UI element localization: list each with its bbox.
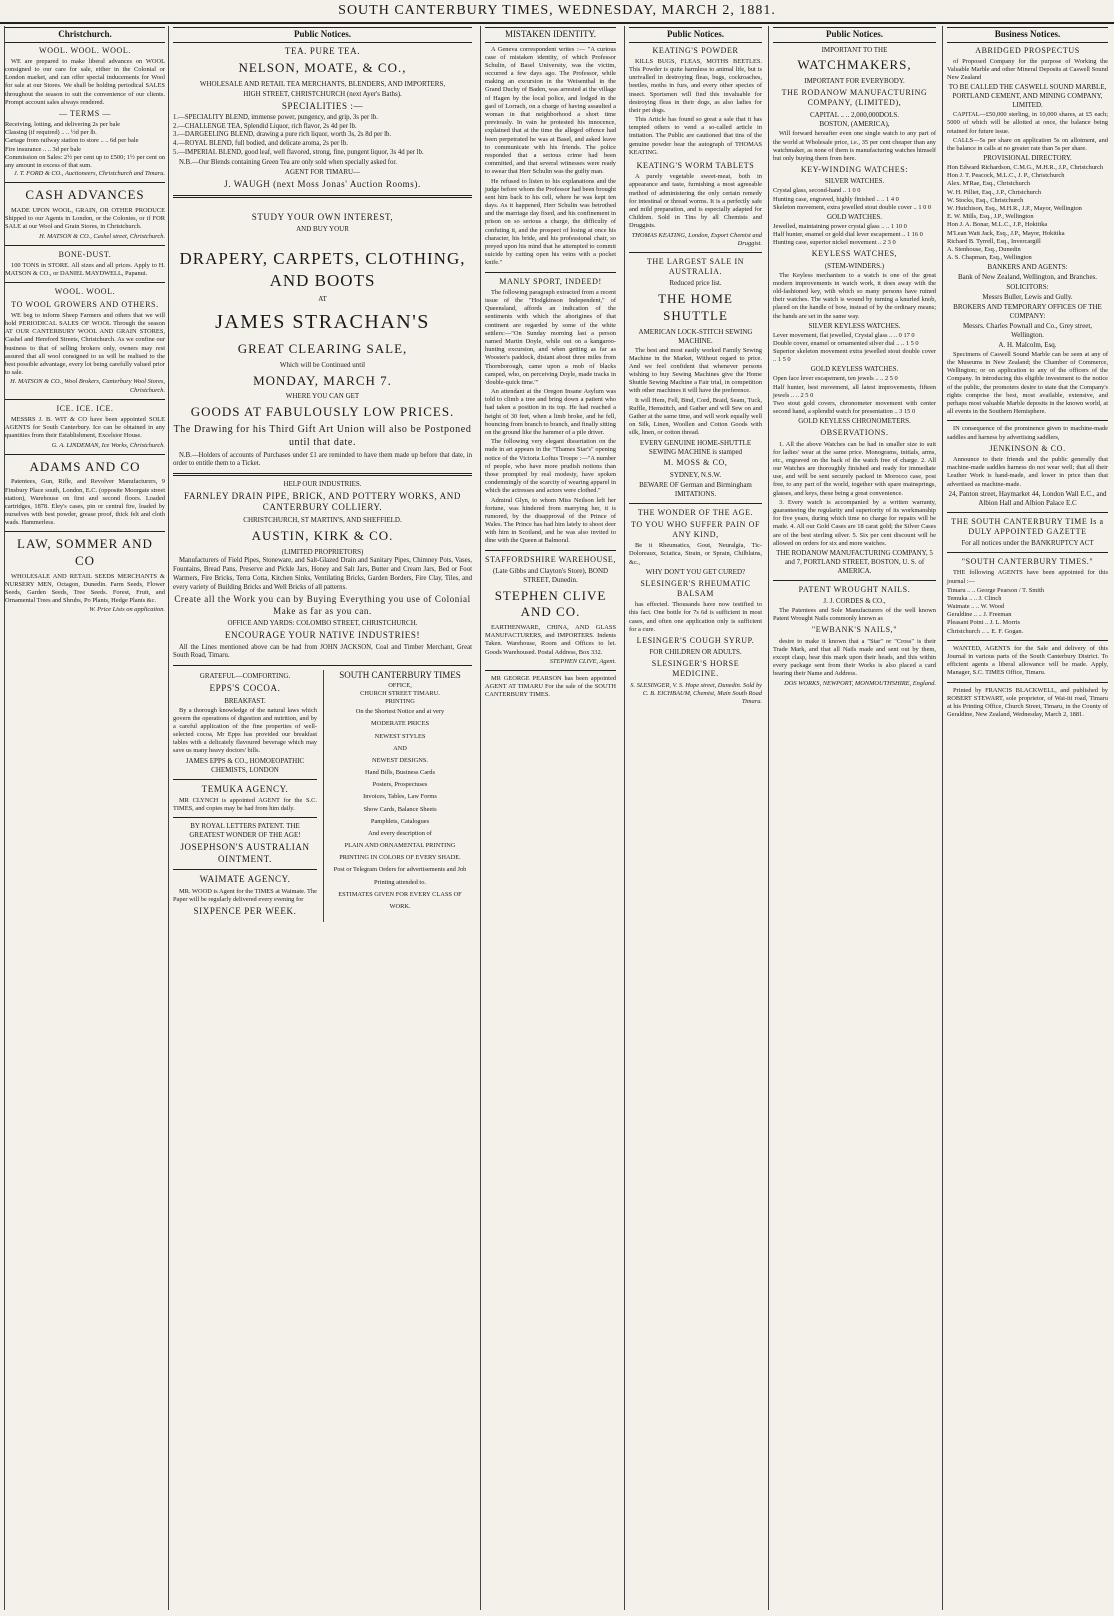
- agent-line: Waimate .. .. W. Wood: [947, 603, 1005, 611]
- printing-line: Show Cards, Balance Sheets: [363, 805, 437, 813]
- keating-worm-ad: [629, 161, 762, 248]
- waimate-price: SIXPENCE PER WEEK.: [193, 906, 297, 917]
- waimate-body: MR. WOOD is Agent for the TIMES at Waimate. The Paper will be regularly delivered every evening for: [173, 887, 317, 904]
- printing-line: On the Shortest Notice and at very: [355, 708, 445, 716]
- printing-line: AND: [393, 744, 407, 752]
- ad-body: Patentees, Gun, Rifle, and Revolver Manufacturers, 9 Finsbury Place south, London, E.C. (opposite Moorgate street station), Warehouse on first and second floors. Loaded cartridges, 1878. Eley's cases, pin or central fire, loaded by ourselves with best powder, grease proof, thick felt and cloth wads. Hammerless.: [5, 478, 165, 527]
- waimate-ad: [173, 874, 317, 917]
- price-line: Jewelled, maintaining power crystal glass .. .. 1 10 0: [773, 222, 907, 230]
- moss-name: M. MOSS & CO,: [663, 458, 728, 468]
- printing-line: Invoices, Tables, Law Forms: [363, 793, 437, 801]
- tea-item: 3.—DARGEELING BLEND, drawing a pure rich liquor, worth 3s, 2s 8d per lb.: [173, 131, 392, 139]
- ad-subtitle: TO WOOL GROWERS AND OTHERS.: [11, 299, 159, 309]
- pearson-ad: [485, 675, 616, 700]
- director-line: Alex. M'Rae, Esq., Christchurch: [947, 180, 1030, 188]
- printing-line: Posters, Prospectuses: [372, 781, 428, 789]
- printing-line: Hand Bills, Business Cards: [365, 769, 435, 777]
- bankers-heading: BANKERS AND AGENTS:: [987, 263, 1068, 272]
- article-paragraph: The following very elegant dissertation on the nude in art appears in the "Thames Star's" opening notice of the Victoria Loftus Troupe :—"A number of people, who have more prudish notions than those prompted by real modesty, have spoken condemningly of the scarcity of wearing apparel in which the actresses and actors were clothed.": [485, 438, 616, 495]
- column-news: [480, 26, 620, 1610]
- column-christchurch: [4, 26, 165, 1610]
- director-line: E. W. Mills, Esq., J.P., Wellington: [947, 213, 1034, 221]
- ad-body: KILLS BUGS, FLEAS, MOTHS BEETLES. This Powder is quite harmless to animal life, but is unrivalled in destroying fleas, bugs, cockroaches, beetles, moths in furs, and every other species of insect. Sportsmen will find this invaluable for destroying fleas in their dogs, as also ladies for their pet dogs.: [629, 57, 762, 114]
- gazette-heading: THE SOUTH CANTERBURY TIME Is a DULY APPOINTED GAZETTE: [951, 516, 1104, 536]
- bone-dust-ad: [5, 250, 165, 279]
- column-watchmakers: [768, 26, 940, 1610]
- printing-heading: PRINTING: [385, 697, 415, 705]
- law-sommer-ad: [5, 536, 165, 614]
- firm-name: NELSON, MOATE, & CO.,: [238, 60, 407, 76]
- printing-line: MODERATE PRICES: [370, 720, 430, 728]
- drapery-heading: DRAPERY, CARPETS, CLOTHING, AND BOOTS: [179, 249, 466, 290]
- tea-item: 2.—CHALLENGE TEA, Splendid Liquor, rich flavor, 2s 4d per lb.: [173, 122, 357, 130]
- ad-body: MR GEORGE PEARSON has been appointed AGENT AT TIMARU For the sale of the SOUTH CANTERBURY TIMES.: [485, 674, 616, 699]
- ad-title: KEATING'S WORM TABLETS: [636, 161, 755, 170]
- austin-body: Manufacturers of Field Pipes, Stoneware, and Salt-Glazed Drain and Sanitary Pipes, Chimney Pots, Vases, Fountains, Bread Pans, Preserve and Pickle Jars, Honey and Salt Jars, Butter and Cream Jars, Bed or Foot Warmers, Fire Bricks, Terra Cotta, Kitchen Sinks, Ventilating Bricks, Garden Borders, Fire Clay, Tiles, and every variety of Building Bricks and Well Bricks of all patterns.: [173, 557, 472, 591]
- epps-sign: JAMES EPPS & CO., HOMOEOPATHIC CHEMISTS, LONDON: [185, 756, 305, 774]
- ad-subtitle: Reduced price list.: [669, 279, 722, 288]
- price-line: Skeleton movement, extra jewelled stout double cover .. 1 0 0: [773, 203, 932, 211]
- bank-line: Bank of New Zealand, Wellington, and Branches.: [957, 273, 1098, 282]
- section-heading: Business Notices.: [947, 27, 1108, 43]
- director-line: A. Stenhouse, Esq., Dunedin: [947, 245, 1021, 253]
- nails-ad: [773, 585, 936, 688]
- epps-breakfast: BREAKFAST.: [224, 696, 266, 705]
- ad-body: It will Hem, Fell, Bind, Cord, Braid, Seam, Tuck, Ruffle, Hemstitch, and Gather and will Sew on and Gather at the same time, and will work equally well on Silk, Linen, Woollen and Cotton Goods with silk, linen, or cotton thread.: [629, 396, 762, 437]
- important-label: IMPORTANT TO THE: [821, 45, 888, 54]
- director-line: M'Lean Watt Jack, Esq., J.P., Mayor, Hokitika: [947, 229, 1065, 237]
- gold-heading: GOLD WATCHES.: [826, 212, 883, 221]
- ad-title: ADAMS AND CO: [29, 458, 141, 474]
- price-line: Half hunter, enamel or gold dial lever escapement .. 1 16 0: [773, 231, 923, 239]
- ad-body: EARTHENWARE, CHINA, AND GLASS MANUFACTURERS, and IMPORTERS. Indents Taken. Warehouse, Room and Offices to let. Goods Warehoused. Postal Address, Box 332.: [485, 624, 616, 656]
- why-label: WHY DON'T YOU GET CURED?: [645, 567, 746, 576]
- temuka-ad: [173, 784, 317, 814]
- study-sub: AND BUY YOUR: [296, 225, 349, 234]
- cough-sub: FOR CHILDREN OR ADULTS.: [649, 648, 742, 657]
- manly-sport-article: [485, 277, 616, 546]
- printing-line: NEWEST STYLES: [374, 732, 426, 740]
- slesinger-ad: [629, 508, 762, 707]
- terms-line: Commission on Sales: 2½ per cent up to £500; 1½ per cent on any amount in excess of that sum.: [5, 153, 165, 170]
- clearing-sale: GREAT CLEARING SALE,: [237, 341, 408, 357]
- ad-signature: S. SLESINGER, V. S. Hope street, Dunedin. Sold by C. B. EICHBAUM, Chemist, Main South Road Timaru.: [630, 681, 762, 706]
- ice-ad: [5, 404, 165, 450]
- price-line: Hunting case, superior nickel movement .. 2 3 0: [773, 239, 896, 247]
- ad-body: 100 TONS in STORE. All sizes and all prices. Apply to H. MATSON & CO., or DANIEL MAYDWELL, Papanui.: [5, 262, 165, 278]
- key-winding-heading: KEY-WINDING WATCHES:: [800, 165, 909, 175]
- ad-body: desire to make it known that a "Star" or "Cross" is their Trade Mark, and that all Nails made and sent out by them, except clasp, bear this mark upon their heads, and this within every package sent from their Works is also placed a card bearing their Name and Address.: [773, 637, 936, 678]
- price-line: Double cover, enamel or ornamented silver dial .. .. 1 5 0: [773, 339, 919, 347]
- goods-heading: GOODS AT FABULOUSLY LOW PRICES.: [190, 404, 455, 420]
- director-line: W. Hutchison, Esq., M.H.R., J.P., Mayor, Wellington: [947, 205, 1082, 212]
- strachan-ad: [173, 212, 472, 469]
- firm-name: STEPHEN CLIVE AND CO.: [494, 587, 607, 620]
- column-public-notices-2: [624, 26, 766, 1610]
- ad-title: WOOL. WOOL. WOOL.: [39, 45, 131, 55]
- director-line: Hon J. T. Peacock, M.L.C., J. P., Christchurch: [947, 172, 1065, 180]
- masthead: SOUTH CANTERBURY TIMES, WEDNESDAY, MARCH 2, 1881.: [0, 0, 1114, 24]
- ad-signature: G. A. LINDEMAN, Ice Works, Christchurch.: [51, 441, 165, 449]
- ad-body: The Patentees and Sole Manufacturers of the well known Patent Wrought Nails commonly known as: [773, 607, 936, 623]
- tea-note: N.B.—Our Blends containing Green Tea are only sold when specially asked for.: [179, 158, 397, 166]
- help-heading: HELP OUR INDUSTRIES.: [283, 479, 362, 488]
- article-paragraph: Admiral Glyn, to whom Miss Neilson left her fortune, was hindered from marrying her, it is rumored, by the disapproval of the Prince of Wales. The Prince has had him lately to shoot deer with him in Scotland, and he was also invited to dine with the Queen at Balmoral.: [485, 496, 616, 545]
- firm-name: J. J. CORDES & CO.,: [823, 597, 886, 606]
- encourage-heading: ENCOURAGE YOUR NATIVE INDUSTRIES!: [224, 630, 421, 641]
- study-heading: STUDY YOUR OWN INTEREST,: [251, 211, 394, 222]
- ad-body: The Keyless mechanism to a watch is one of the great modern improvements in watch work, it does away with the old-fashioned key, with which so many persons have ruined their watches. The watch is wound by turning a knurled knob, placed on the handle of bow, instead of by the ordinary means; the hands are set in the same way.: [773, 271, 936, 320]
- ad-title: PATENT WROUGHT NAILS.: [798, 584, 911, 594]
- ad-title: ICE. ICE. ICE.: [56, 403, 114, 413]
- ad-signature: J. T. FORD & CO., Auctioneers, Christchurch and Timaru.: [13, 170, 165, 178]
- watchmakers-heading: WATCHMAKERS,: [797, 57, 912, 73]
- chrono-heading: GOLD KEYLESS CHRONOMETERS.: [798, 417, 911, 426]
- ad-title: KEATING'S POWDER: [652, 45, 739, 55]
- caswell-prospectus: [947, 46, 1108, 417]
- ad-address: 24, Panton street, Haymarket 44, London Wall E.C., and Albion Hall and Albion Palace E.C: [948, 489, 1107, 507]
- wanted-notice: [947, 645, 1108, 678]
- ad-body: Specimens of Caswell Sound Marble can be seen at any of the Museums in New Zealand; the Chamber of Commerce, Wellington; or on application to any of the officers of the Company. In introducing this eligible investment to the notice of the public, the promoters desire to state that the Company's rights comprise the best, most available, extensive, and perhaps most valuable Marble deposits in the known world, at all events in the Southern Hemisphere.: [947, 350, 1108, 416]
- cough-name: LESINGER'S COUGH SYRUP.: [636, 636, 755, 645]
- sale-date: MONDAY, MARCH 7.: [253, 372, 392, 388]
- agent-line: Christchurch .. .. E. F. Gogan.: [947, 627, 1024, 635]
- continued-label: Which will be Continued until: [279, 360, 366, 369]
- mistaken-identity-article: [485, 46, 616, 268]
- ad-title: THE WONDER OF THE AGE.: [637, 507, 754, 517]
- ad-body: THE following AGENTS have been appointed for this journal :—: [947, 569, 1108, 585]
- manager-line: A. H. Malcolm, Esq.: [998, 340, 1057, 349]
- patent-heading: BY ROYAL LETTERS PATENT. THE GREATEST WONDER OF THE AGE!: [189, 822, 301, 840]
- nb-note: N.B.—Holders of accounts of Purchases under £1 are reminded to have them made up before that date, in order to entitle them to a Ticket.: [173, 451, 472, 468]
- article-paragraph: The following paragraph extracted from a recent issue of the "Hodgkinson Independent," of Queensland, affords an indication of the sentiments with which the aborigines of that continent are regarded by some of the white settlers:—"On Sunday morning last a person named Martin Doyle, while out on a kangaroo-hunting excursion, and when getting as far as Wooster's paddock, distant about three miles from Thornborough, came upon a mob of blacks camped, who, on perceiving Doyle, made tracks in 'double-quick time.'": [485, 288, 616, 386]
- price-line: Half hunter, best movement, all latest improvements, fifteen jewels .. .. 2 5 0: [773, 383, 936, 399]
- agent-line: Temuka .. .. J. Clinch: [947, 594, 1002, 602]
- keating-powder-ad: [629, 46, 762, 157]
- ad-signature: THOMAS KEATING, London, Export Chemist and Druggist.: [631, 231, 762, 247]
- josephson-name: JOSEPHSON'S AUSTRALIAN OINTMENT.: [180, 842, 310, 864]
- article-title: MANLY SPORT, INDEED!: [499, 276, 602, 286]
- ad-signature: THE RODANOW MANUFACTURING COMPANY, 5 and 7, PORTLAND STREET, BOSTON, U. S. of AMERICA.: [776, 548, 933, 575]
- boston-line: BOSTON, (AMERICA),: [819, 120, 890, 129]
- brokers-line: Messrs. Charles Pownall and Co., Grey street, Wellington.: [962, 322, 1093, 339]
- temuka-body: MR CLYNCH is appointed AGENT for the S.C. TIMES, and copies may be had from him daily.: [173, 797, 317, 813]
- brokers-heading: BROKERS AND TEMPORARY OFFICES OF THE COMPANY:: [953, 303, 1102, 321]
- tea-item: 5.—IMPERIAL BLEND, good leaf, well flavored, strong, fine, pungent liquor, 3s 4d per lb.: [173, 148, 424, 156]
- ad-title: CASH ADVANCES: [25, 187, 145, 203]
- ad-signature: DOS WORKS, NEWPORT, MONMOUTHSHIRE, England.: [784, 679, 936, 687]
- section-heading: Public Notices.: [629, 27, 762, 43]
- agent-name: J. WAUGH (next Moss Jonas' Auction Rooms).: [224, 179, 421, 190]
- home-shuttle-ad: [629, 257, 762, 499]
- terms-line: Receiving, lotting, and delivering 2s per bale: [5, 121, 121, 129]
- firm-subtitle: WHOLESALE AND RETAIL TEA MERCHANTS, BLENDERS, AND IMPORTERS,: [199, 79, 446, 88]
- epps-body: By a thorough knowledge of the natural laws which govern the operations of digestion and nutrition, and by a careful application of the fine properties of well-selected cocoa, Mr Epps has provided our breakfast tables with a delicately flavoured beverage which may save us many heavy doctors' bills.: [173, 706, 317, 755]
- ad-body: 3. Every watch is accompanied by a written warranty, guaranteeing the regularity and superiority of its workmanship for five years, during which time no charge for repairs will be made. 4. All our Gold Cases are 18 carat gold; the Silver Cases are of the best sterling silver. 5. Six per cent discount will be allowed on orders for six and more watches.: [773, 498, 936, 547]
- genuine-label: EVERY GENUINE HOME-SHUTTLE SEWING MACHINE is stamped: [639, 438, 752, 456]
- article-paragraph: A Geneva correspondent writes :— "A curious case of mistaken identity, of which Professor Schulin, of Basel University, was the victim, occurred a few days ago. The Professor, while making an excursion in the Weisenthal in the Grand Duchy of Baden, was arrested at the village of Hagen by the local police, and lodged in the gaol of Lorrach, on a charge of having assaulted a woman in that neighborhood a short time previously. In vain he protested his innocence, explained that at the time the alleged offence had been perpetrated he was at Basel, and asked leave to communicate with his friends. The police responded that a serious crime had been committed, and that several witnesses were ready to swear that Herr Schulin was the guilty man.: [485, 45, 616, 176]
- capital-line: CAPITAL .. .. 2,000,000DOLS.: [809, 110, 899, 119]
- terms-line: Classing (if required) .. .. ½d per lb.: [5, 129, 97, 137]
- ad-title: STAFFORDSHIRE WAREHOUSE,: [485, 554, 616, 564]
- ad-body: 1. All the above Watches can be had in smaller size to suit for ladies' wear at the same price. Monograms, initials, arms, etc., engraved on the back of the watch free of charge. 2. All our Watches are thoroughly finished and ready for immediate use, and will be sent securely packed in Morocco case, post free, to any part of the world, together with spare mainsprings, glasses, and keys, these being a great convenience.: [773, 440, 936, 497]
- price-line: Open face lever escapement, ten jewels .. .. 2 5 0: [773, 375, 898, 383]
- ad-body: CALLS—5s per share on application 5s on allotment, and the balance in calls at no greater rate than 5s per share.: [947, 136, 1108, 152]
- horse-name: SLESINGER'S HORSE MEDICINE.: [651, 659, 740, 679]
- printing-line: ESTIMATES GIVEN FOR EVERY CLASS OF WORK.: [338, 890, 462, 910]
- director-line: W. Stocks, Esq., Christchurch: [947, 196, 1024, 204]
- ad-body: WE are prepared to make liberal advances on WOOL consigned to our care for sale, either in the Colonial or London market, and can offer special inducements for Wool for sale at our Stores. We shall be holding periodical SALES throughout the season to suit the convenience of our clients. Prompt account sales always rendered.: [5, 57, 165, 106]
- price-line: Two stout gold covers, chronometer movement with center second hand, a splendid watch for presentation .. 3 15 0: [773, 399, 936, 416]
- tea-item: 1.—SPECIALITY BLEND, immense power, pungency, and grip, 3s per lb.: [173, 114, 378, 122]
- sct-office: OFFICE,: [388, 681, 412, 689]
- ad-body: CAPITAL—£50,000 sterling, in 10,000 shares, at £5 each; 5000 of which will be allotted at once, the balance being retained for future issue.: [947, 111, 1108, 135]
- cash-advances-ad: [5, 187, 165, 240]
- article-paragraph: An attendant at the Oregon Insane Asylum was told to climb a tree and bring down a patient who had taken a position in its top. He had reached a height of 30 feet, when a limb broke, and he fell, bouncing from branch to branch, and finally sitting on the ground like the hammer of a pile driver.: [485, 388, 616, 436]
- sct-address: CHURCH STREET TIMARU.: [360, 689, 440, 697]
- printing-line: Pamphlets, Catalogues: [370, 817, 430, 825]
- farnley-heading: FARNLEY DRAIN PIPE, BRICK, AND POTTERY WORKS, AND CANTERBURY COLLIERY.: [184, 490, 461, 513]
- ad-body: The best and most easily worked Family Sewing Machine in the Market, Without regard to price. And we feel confident that whenever persons wishing to buy Sewing Machines give the Home Shuttle Sewing Machine a Fair trial, in competition with other machines it will have the preference.: [629, 346, 762, 395]
- tea-ad: [173, 46, 472, 191]
- terms-line: Fire insurance .. .. 3d per bale: [5, 145, 81, 153]
- printing-line: PRINTING IN COLORS OF EVERY SHADE.: [339, 854, 461, 862]
- ad-body: Be it Rheumatics, Gout, Neuralgia, Tic-Doloreaux, Sciatica, Strain, or Sprain, Chilblains, &c.,: [629, 542, 762, 566]
- ad-body: MADE UPON WOOL, GRAIN, OR OTHER PRODUCE Shipped to our Agents in London, or the Colonies, or if FOR SALE at our Wool and Grain Stores, in Christchurch.: [5, 207, 165, 231]
- ewbank-name: "EWBANK'S NAILS,": [811, 625, 898, 635]
- director-line: W. H. Pilliet, Esq., J.P., Christchurch: [947, 188, 1042, 196]
- agent-line: Pleasant Point .. J. L. Morris: [947, 619, 1020, 627]
- beware-label: BEWARE OF German and Birmingham IMITATIONS.: [639, 480, 752, 498]
- where-label: WHERE YOU CAN GET: [285, 392, 360, 401]
- observations-heading: OBSERVATIONS.: [820, 428, 889, 438]
- ad-signature: W. Price Lists on application.: [89, 606, 165, 614]
- specialities-heading: SPECIALITIES :—: [281, 100, 364, 111]
- ad-signature: STEPHEN CLIVE, Agent.: [549, 657, 616, 665]
- farnley-sub: CHRISTCHURCH, ST MARTIN'S, AND SHEFFIELD.: [243, 515, 402, 524]
- adams-ad: [5, 459, 165, 528]
- ad-subtitle: TO YOU WHO SUFFER PAIN OF ANY KIND,: [630, 519, 761, 540]
- epps-ad: [173, 672, 317, 774]
- director-line: Hon J. A. Bonar, M.L.C., J.P., Hokitika: [947, 221, 1048, 229]
- tea-item: 4.—ROYAL BLEND, full bodied, and delicate aroma, 2s per lb.: [173, 140, 348, 148]
- ad-signature: H. MATSON & CO., Cashel street, Christchurch.: [39, 232, 165, 240]
- encourage-body: All the Lines mentioned above can be had from JOHN JACKSON, Coal and Timber Merchant, Great South Road, Timaru.: [173, 643, 472, 660]
- directory-heading: PROVISIONAL DIRECTORY.: [983, 154, 1072, 163]
- section-heading: Public Notices.: [773, 27, 936, 43]
- at-label: AT: [318, 294, 327, 303]
- ad-body: MESSRS J. B. WIT & CO have been appointed SOLE AGENTS for South Canterbury. Ice can be obtained in any quantities from their Establishment, Excelsior House.: [5, 415, 165, 440]
- price-line: Crystal glass, second-hand .. 1 0 0: [773, 187, 861, 195]
- solicitors-line: Messrs Buller, Lewis and Gully.: [982, 293, 1073, 302]
- director-line: A. S. Chapman, Esq., Wellington: [947, 254, 1032, 262]
- ad-body: This Article has found so great a sale that it has tempted others to vend a so-called article in imitation. The Public are cautioned that tins of the genuine powder bear the autograph of THOMAS KEATING.: [629, 116, 762, 156]
- ad-title: ABRIDGED PROSPECTUS: [975, 45, 1080, 55]
- ad-body: Will forward hereafter even one single watch to any part of the world at Wholesale price, i.e., 35 per cent cheaper than any watchmaker, as none of them is manufacturing watches himself but only buying them from here.: [773, 130, 936, 162]
- balsam-name: SLESINGER'S RHEUMATIC BALSAM: [640, 578, 751, 599]
- agent-line: Geraldine .. .. J. Freeman: [947, 611, 1012, 619]
- printing-line: And every description of: [368, 829, 432, 837]
- gold-keyless-heading: GOLD KEYLESS WATCHES.: [810, 365, 899, 374]
- ad-title: TEA. PURE TEA.: [284, 45, 361, 56]
- solicitors-heading: SOLICITORS:: [1006, 283, 1049, 292]
- gazette-notice: [947, 517, 1108, 548]
- ad-body: IN consequence of the prominence given to machine-made saddles and harness by advertising saddlers,: [947, 425, 1108, 441]
- sct-title: SOUTH CANTERBURY TIMES: [339, 670, 461, 681]
- ad-title: BONE-DUST.: [58, 249, 112, 259]
- create-heading: Create all the Work you can by Buying Everything you use of Colonial Make as far as you can.: [174, 594, 471, 616]
- director-line: Hon Edward Richardson, C.M.G., M.H.R., J.P., Christchurch: [947, 164, 1104, 172]
- agents-notice: [947, 557, 1108, 636]
- director-line: Richard B. Tyrrell, Esq., Invercargill: [947, 237, 1041, 245]
- office-address: OFFICE AND YARDS: COLOMBO STREET, CHRISTCHURCH.: [227, 619, 418, 628]
- agent-line: Timaru .. .. George Pearson / T. Smith: [947, 586, 1045, 594]
- printing-line: Post or Telegram Orders for advertisements and Job Printing attended to.: [333, 866, 467, 886]
- ad-body: has effected. Thousands have now testified to this fact. One bottle for 7s 6d is sufficient in most cases, and often one application only is sufficient for a cure.: [629, 601, 762, 633]
- epps-heading: GRATEFUL—COMFORTING.: [199, 672, 291, 681]
- temuka-heading: TEMUKA AGENCY.: [201, 783, 289, 794]
- ad-terms: — TERMS —: [59, 108, 111, 118]
- price-line: Lever movement, flat jewelled, Crystal glass .. .. 0 17 0: [773, 331, 915, 339]
- ad-subtitle: (Late Gibbs and Clayton's Store), BOND STREET, Dunedin.: [492, 566, 609, 584]
- bankruptcy-line: For all notices under the BANKRUPTCY ACT: [961, 539, 1094, 548]
- drawing-note: The Drawing for his Third Gift Art Union will also be Postponed until that date.: [173, 423, 472, 448]
- article-title: MISTAKEN IDENTITY.: [485, 27, 616, 43]
- imprint: [947, 687, 1108, 720]
- austin-sub: (LIMITED PROPRIETORS): [281, 547, 364, 556]
- staffordshire-ad: [485, 555, 616, 666]
- important-label: IMPORTANT FOR EVERYBODY.: [804, 77, 905, 86]
- josephson-ad: [173, 822, 317, 865]
- keyless-sub: (STEM-WINDERS.): [824, 261, 885, 270]
- section-heading: Public Notices.: [173, 27, 472, 43]
- farnley-ad: [173, 480, 472, 661]
- column-business-notices: [942, 26, 1112, 1610]
- ad-subtitle: AMERICAN LOCK-STITCH SEWING MACHINE.: [638, 327, 753, 345]
- printing-line: NEWEST DESIGNS.: [372, 756, 428, 764]
- firm-name: THE HOME SHUTTLE: [658, 291, 733, 323]
- austin-name: AUSTIN, KIRK & CO.: [251, 527, 394, 543]
- wool-ad: [5, 46, 165, 179]
- printing-line: PLAIN AND ORNAMENTAL PRINTING: [344, 842, 456, 850]
- sct-heading: "SOUTH CANTERBURY TIMES.": [961, 557, 1094, 567]
- ad-body: of Proposed Company for the purpose of Working the Valuable Marble and other Mineral Deposits at Caswell Sound New Zealand: [947, 57, 1108, 82]
- ad-title: THE LARGEST SALE IN AUSTRALIA.: [646, 256, 745, 277]
- epps-name: EPPS'S COCOA.: [209, 683, 281, 694]
- ad-body: Announce to their friends and the public generally that machine-made saddles harness do not wear well; that all their Leather Work is hand-made, and lower in price than that advertised as machine-made.: [947, 456, 1108, 488]
- rodanow-ad: [773, 46, 936, 576]
- column-public-notices: [168, 26, 476, 1610]
- imprint-text: Printed by FRANCIS BLACKWELL, and published by ROBERT STEWART, sole proprietor, of Wai-iti road, Timaru at his Printing Office, Church Street, Timaru, in the County of Geraldine, New Zealand, Wednesday, March 2, 1881.: [947, 686, 1108, 719]
- price-line: Hunting case, engraved, highly finished .. .. 1 4 0: [773, 195, 899, 203]
- rodanow-name: THE RODANOW MANUFACTURING COMPANY, (LIMITED),: [781, 88, 928, 108]
- ad-body: WANTED, AGENTS for the Sale and delivery of this Journal in various parts of the South Canterbury District. To efficient agents a liberal allowance will be made. Apply, Manager, S.C. TIMES Office, Timaru.: [947, 644, 1108, 677]
- ad-body: A purely vegetable sweet-meat, both in appearance and taste, furnishing a most agreeable method of administering the only certain remedy for intestinal or thread worms. It is a perfectly safe and mild preparation, and is especially adapted for Children. Sold in Tins by all Chemists and Druggists.: [629, 173, 762, 230]
- silver-keyless-heading: SILVER KEYLESS WATCHES.: [808, 321, 901, 330]
- ad-body: WHOLESALE AND RETAIL SEEDS MERCHANTS & NURSERY MEN, Octagon, Dunedin. Farm Seeds, Flower Seeds, Garden Seeds, Tree Seeds. Forest, Fruit, and Ornamental Trees and Shrubs, Po Plants, Hedge Plants &c.: [5, 572, 165, 605]
- jenkinson-ad: [947, 425, 1108, 507]
- terms-line: Cartage from railway station to store .. .. 6d per bale: [5, 137, 139, 145]
- ad-signature: H. MATSON & CO., Wool Brokers, Canterbury Wool Stores, Christchurch.: [10, 378, 165, 394]
- keyless-heading: KEYLESS WATCHES,: [811, 249, 898, 259]
- ad-title: WOOL. WOOL.: [54, 287, 116, 297]
- firm-address: HIGH STREET, CHRISTCHURCH (next Ayer's Baths).: [243, 89, 402, 98]
- moss-address: SYDNEY, N.S.W.: [669, 470, 722, 479]
- price-line: Superior skeleton movement extra jewelled stout double cover .. 1 5 0: [773, 348, 936, 364]
- agent-label: AGENT FOR TIMARU—: [284, 168, 361, 177]
- wool-growers-ad: [5, 287, 165, 394]
- strachan-name: JAMES STRACHAN'S: [215, 310, 430, 333]
- section-heading: Christchurch.: [5, 27, 165, 43]
- ad-body: WE beg to inform Sheep Farmers and others that we will hold PERIODICAL SALES OF WOOL Through the season AT OUR CANTERBURY WOOL AND GRAIN STORES, Cashel and Hereford Streets, Christchurch. As we confine our business to that of selling brokers only, owners may rest assured that all wool consigned to us will be realised to the best possible advantage, every lot being carefully valued prior to sale.: [5, 311, 165, 377]
- firm-name: JENKINSON & CO.: [989, 443, 1066, 453]
- silver-heading: SILVER WATCHES.: [824, 177, 885, 186]
- waimate-heading: WAIMATE AGENCY.: [199, 874, 291, 885]
- company-name: TO BE CALLED THE CASWELL SOUND MARBLE, PORTLAND CEMENT, AND MINING COMPANY, LIMITED.: [948, 83, 1107, 110]
- ad-title: LAW, SOMMER AND CO: [17, 536, 153, 569]
- article-paragraph: He refused to listen to his explanations and the judge before whom the Professor had been brought sent him back to his cell, where he was kept ten days. As it happened, Herr Schulin was betrothed and the marriage day fixed, and his confinement in prison on so serious a charge, the difficulty of confuting it, and the prospect of losing at once his character, his bride, and his professional chair, so preyed upon his mind that he attempted to commit suicide by cutting open his veins with a pocket knife.": [485, 177, 616, 267]
